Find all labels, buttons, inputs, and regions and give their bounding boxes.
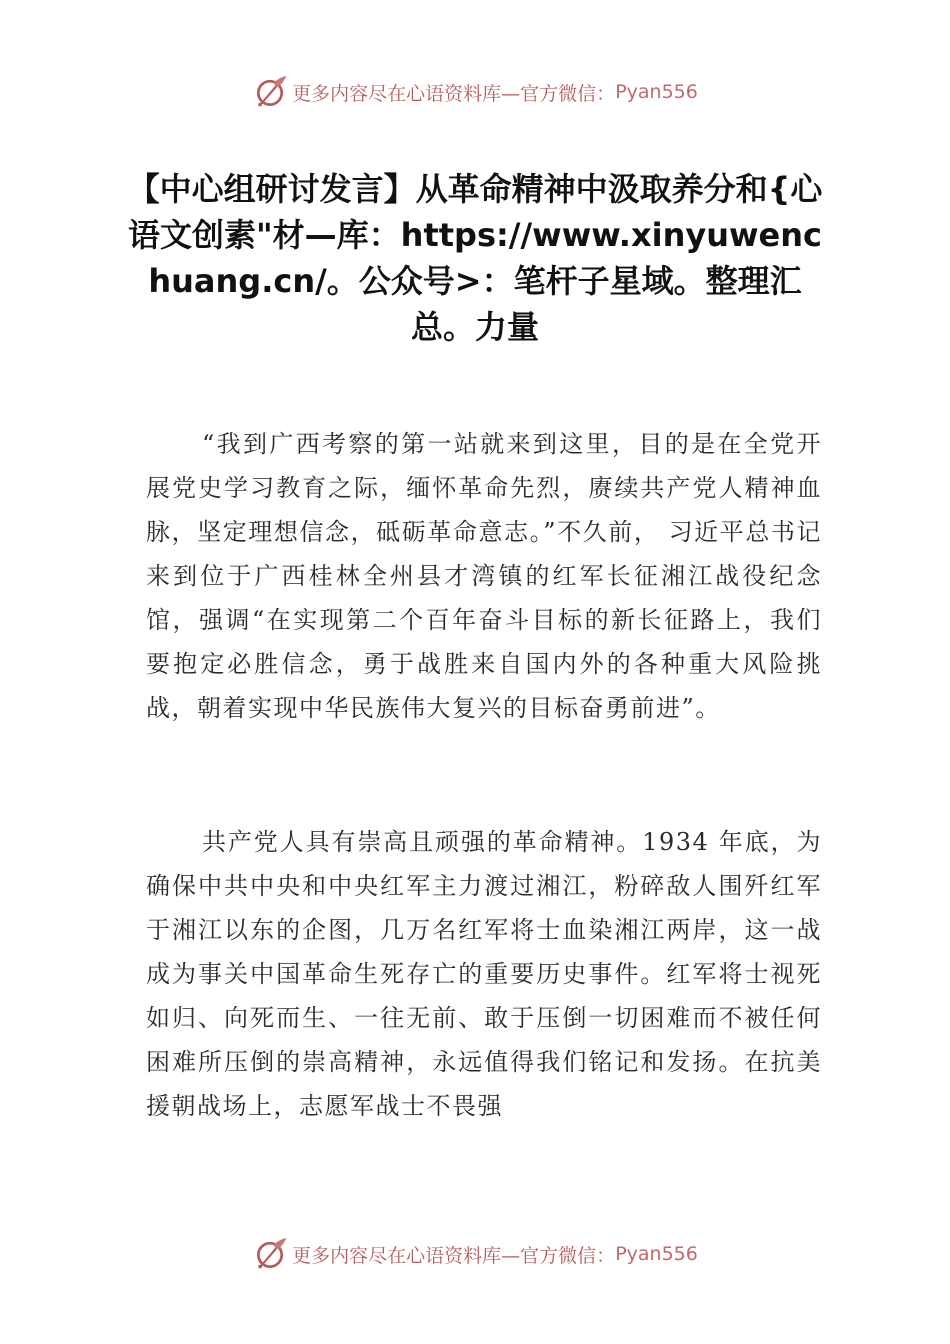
quill-pen-logo-icon bbox=[252, 1236, 288, 1272]
footer-banner bbox=[0, 1234, 950, 1274]
quill-pen-logo-icon bbox=[252, 74, 288, 110]
header-banner bbox=[0, 72, 950, 112]
header-banner-text: 更多内容尽在心语资料库 bbox=[292, 82, 502, 105]
paragraph-2: 共产党人具有崇高且顽强的革命精神。1934 年底，为确保中共中央和中央红军主力渡过湘江，粉碎敌人围歼红军于湘江以东的企图，几万名红军将士血染湘江两岸，这一战成为事关中国革命生死存亡的重要历史事件。红军将士视死如归、向死而生、一往无前、敢于压倒一切困难而不被任何困难所压倒的崇高精神，永远值得我们铭记和发扬。在抗美援朝战场上，志愿军战士不畏强 bbox=[146, 828, 822, 1120]
paragraph-1: “我到广西考察的第一站就来到这里，目的是在全党开展党史学习教育之际，缅怀革命先烈，赓续共产党人精神血脉，坚定理想信念，砥砺革命意志。”不久前， 习近平总书记来到位于广西桂林全州县才湾镇的红军长征湘江战役纪念馆，强调“在实现第二个百年奋斗目标的新长征路上，我们要抱定必胜信念，勇于战胜来自国内外的各种重大风险挑战，朝着实现中华民族伟大复兴的目标奋勇前进”。 bbox=[146, 430, 822, 722]
header-wechat-id: Pyan556 bbox=[615, 81, 698, 103]
header-banner-contact-label: —官方微信： bbox=[501, 82, 616, 105]
footer-banner-contact-label: —官方微信： bbox=[501, 1244, 616, 1267]
document-title: 【中心组研讨发言】从革命精神中汲取养分和{心语文创素"材—库：https://www.xinyuwenchuang.cn/。公众号>：笔杆子星域。整理汇总。力量 bbox=[127, 170, 823, 346]
footer-wechat-id: Pyan556 bbox=[615, 1243, 698, 1265]
footer-banner-text: 更多内容尽在心语资料库 bbox=[292, 1244, 502, 1267]
